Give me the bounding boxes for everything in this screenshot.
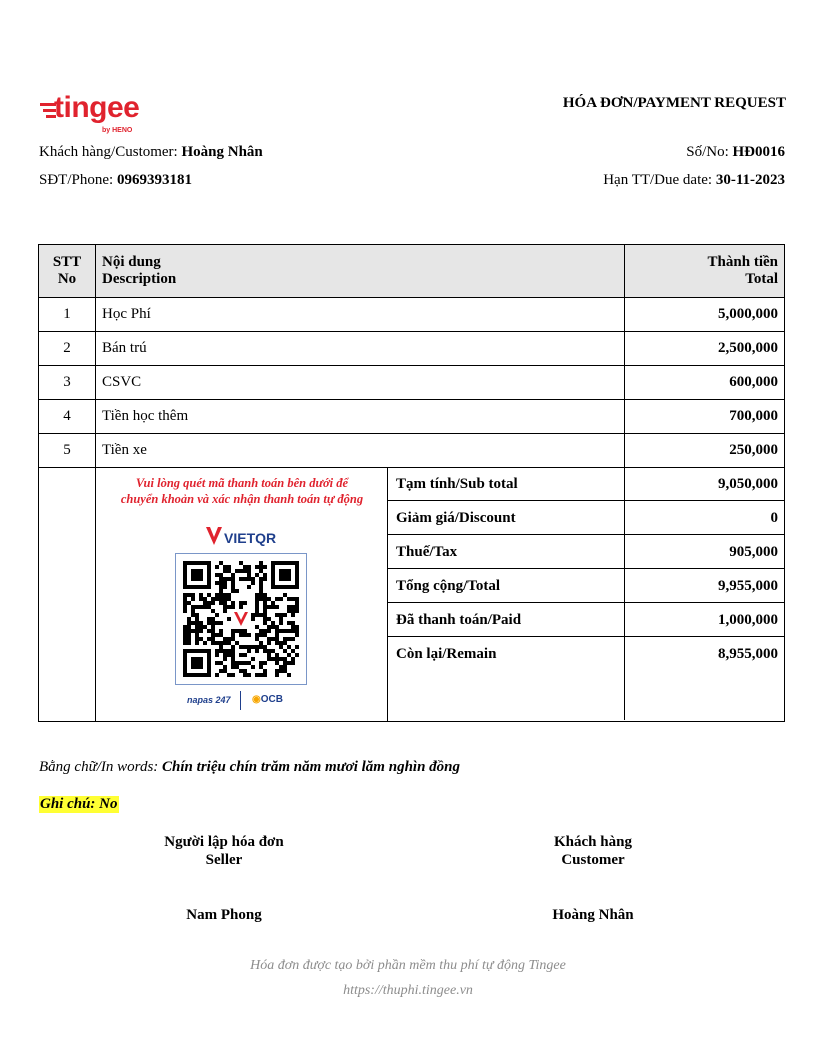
summary-value: 905,000: [729, 544, 778, 560]
vietqr-logo-icon: [204, 523, 284, 549]
phone-value: 0969393181: [116, 172, 192, 188]
summary-row-subtotal: [388, 467, 785, 501]
summary-label: Giảm giá/Discount: [396, 510, 516, 526]
col-no-header-en: No: [57, 271, 77, 287]
due-date-label: Hạn TT/Due date:: [603, 172, 716, 188]
col-total-header-en: Total: [745, 271, 778, 287]
row-total: 5,000,000: [625, 298, 785, 332]
col-no-header-vi: STT: [52, 254, 82, 270]
seller-title-vi: Người lập hóa đơn: [164, 834, 284, 850]
ocb-logo-icon: ◉: [252, 694, 261, 705]
footer-generated-by: Hóa đơn được tạo bởi phần mềm thu phí tự động Tingee: [250, 958, 566, 973]
amount-in-words: [39, 759, 460, 776]
items-table: [38, 244, 785, 468]
row-desc: Bán trú: [96, 332, 625, 366]
summary-label: Đã thanh toán/Paid: [396, 612, 522, 628]
logo-text: tingee: [54, 91, 140, 124]
qr-instruction: [96, 475, 388, 507]
col-total-header-vi: Thành tiền: [707, 254, 778, 270]
table-row: [39, 332, 785, 366]
empty-no-cell: [39, 467, 96, 721]
col-desc-header-en: Description: [102, 271, 177, 287]
customer-name: Hoàng Nhân: [181, 144, 263, 160]
summary-row-paid: [388, 603, 785, 637]
qr-instruction-line-2: chuyển khoản và xác nhận thanh toán tự động: [120, 492, 364, 506]
customer-title-en: Customer: [561, 852, 625, 868]
col-desc-header: [96, 245, 625, 298]
summary-value: 9,955,000: [718, 578, 778, 594]
invoice-number: HĐ0016: [732, 144, 785, 160]
logo-subtext: by HENO: [102, 127, 133, 134]
summary-label: Còn lại/Remain: [396, 646, 497, 662]
row-no: 2: [39, 332, 96, 366]
summary-value: 1,000,000: [718, 612, 778, 628]
row-desc: Tiền học thêm: [96, 400, 625, 434]
in-words-label: Bằng chữ/In words:: [39, 759, 163, 775]
invoice-number-label: Số/No:: [686, 144, 733, 160]
seller-signature-title: [124, 833, 324, 869]
note: Ghi chú: No: [40, 796, 118, 812]
summary-value: 0: [770, 510, 778, 526]
qr-code-icon: [176, 554, 306, 684]
row-desc: Tiền xe: [96, 434, 625, 468]
summary-row-total: [388, 569, 785, 603]
row-total: 2,500,000: [625, 332, 785, 366]
summary-label: Tạm tính/Sub total: [396, 476, 518, 492]
ocb-logo-text: OCB: [260, 694, 283, 705]
table-row: [39, 400, 785, 434]
row-total: 250,000: [625, 434, 785, 468]
row-desc: Học Phí: [96, 298, 625, 332]
qr-instruction-line-1: Vui lòng quét mã thanh toán bên dưới để: [135, 476, 349, 490]
col-desc-header-vi: Nội dung: [102, 254, 161, 270]
table-header-row: [39, 245, 785, 298]
customer-line: [39, 144, 263, 161]
footer-link[interactable]: https://thuphi.tingee.vn: [343, 983, 473, 998]
seller-title-en: Seller: [205, 852, 243, 868]
summary-row-discount: [388, 501, 785, 535]
napas-logo: napas 247: [187, 695, 231, 705]
row-no: 1: [39, 298, 96, 332]
summary-row-remain: [388, 637, 785, 720]
customer-signature-name: Hoàng Nhân: [552, 907, 634, 923]
logo-separator: [240, 691, 241, 710]
customer-label: Khách hàng/Customer:: [39, 144, 182, 160]
summary-label: Tổng cộng/Total: [396, 578, 501, 594]
summary-row-tax: [388, 535, 785, 569]
tingee-logo: [38, 91, 140, 139]
summary-label: Thuế/Tax: [396, 544, 458, 560]
row-total: 600,000: [625, 366, 785, 400]
customer-title-vi: Khách hàng: [554, 834, 632, 850]
summary-value: 8,955,000: [718, 646, 778, 662]
row-no: 5: [39, 434, 96, 468]
qr-payment-cell: [96, 467, 388, 721]
customer-signature-title: [493, 833, 693, 869]
table-row: [39, 366, 785, 400]
row-no: 3: [39, 366, 96, 400]
ocb-logo: [252, 694, 283, 705]
row-no: 4: [39, 400, 96, 434]
phone-line: [39, 172, 192, 189]
vietqr-logo-text: VIETQR: [224, 530, 277, 546]
table-row: [39, 434, 785, 468]
payment-summary-section: [38, 467, 785, 722]
col-no-header: [39, 245, 96, 298]
row-total: 700,000: [625, 400, 785, 434]
summary-value: 9,050,000: [718, 476, 778, 492]
due-date: 30-11-2023: [715, 172, 785, 188]
document-title: HÓA ĐƠN/PAYMENT REQUEST: [562, 95, 786, 111]
table-row: [39, 298, 785, 332]
phone-label: SĐT/Phone:: [39, 172, 117, 188]
due-date-line: [603, 172, 785, 189]
invoice-number-line: [686, 144, 785, 161]
col-total-header: [625, 245, 785, 298]
in-words-value: Chín triệu chín trăm năm mươi lăm nghìn đồng: [162, 759, 461, 775]
row-desc: CSVC: [96, 366, 625, 400]
qr-code[interactable]: [175, 553, 307, 685]
seller-name: Nam Phong: [186, 907, 262, 923]
